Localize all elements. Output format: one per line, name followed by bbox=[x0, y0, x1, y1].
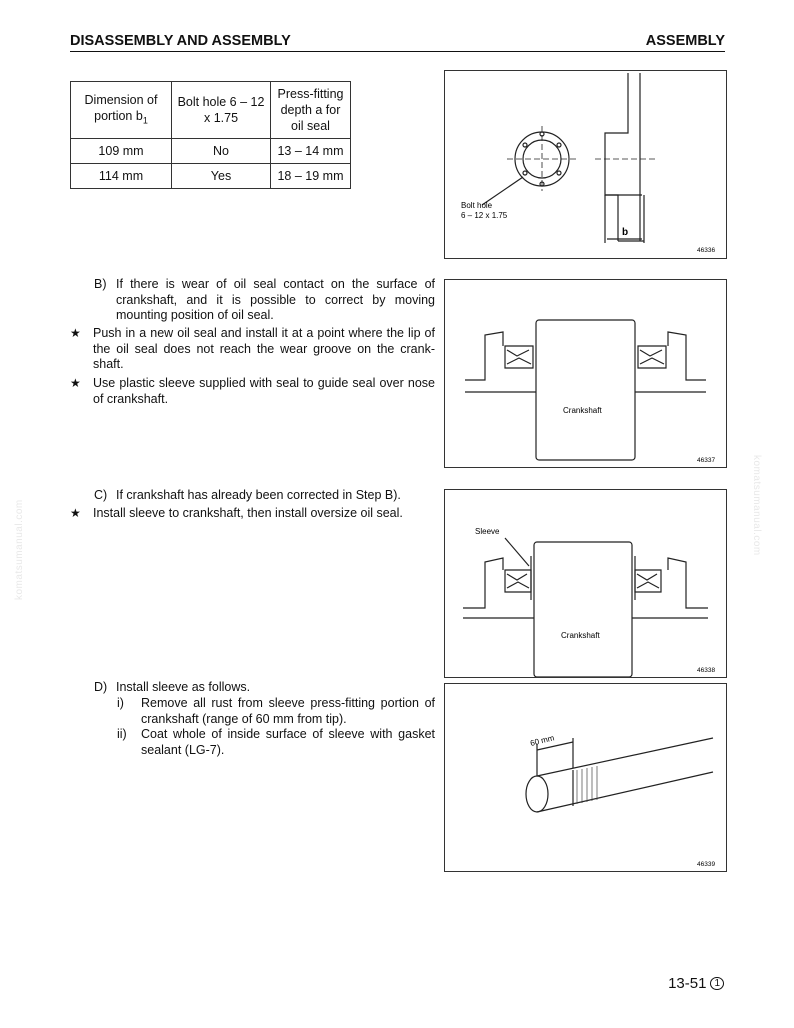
substep-text: Coat whole of inside surface of sleeve with gasket sealant (LG-7). bbox=[141, 727, 435, 757]
table-cell: Yes bbox=[172, 164, 271, 189]
substep-d-i bbox=[117, 696, 435, 727]
figure-seal-install bbox=[444, 279, 727, 468]
figure-number: 46338 bbox=[697, 667, 716, 674]
table-cell: 109 mm bbox=[71, 139, 172, 164]
table-header-cell: Dimension of portion $b_1$ bbox=[71, 82, 172, 139]
spec-table bbox=[70, 81, 351, 189]
sleeve-label: Sleeve bbox=[475, 527, 500, 536]
table-cell: No bbox=[172, 139, 271, 164]
star-icon: ★ bbox=[70, 326, 81, 340]
star-icon: ★ bbox=[70, 506, 81, 520]
step-d bbox=[94, 680, 435, 696]
figure-flange bbox=[444, 70, 727, 259]
substep-text: Remove all rust from sleeve press-fitting portion of crankshaft (range of 60 mm from tip). bbox=[141, 696, 435, 726]
step-b bbox=[94, 277, 435, 324]
step-c bbox=[94, 488, 435, 504]
dimension-60mm-label: 60 mm bbox=[529, 733, 556, 748]
watermark-left: komatsumanual.com bbox=[14, 499, 25, 600]
step-text: If there is wear of oil seal contact on the surface of crankshaft, and it is possible to correct by moving mounting position of oil seal. bbox=[116, 277, 435, 323]
revision-mark: 1 bbox=[710, 977, 724, 990]
figure-number: 46337 bbox=[697, 457, 716, 464]
shaft-diagram bbox=[445, 684, 726, 871]
figure-sleeve-install bbox=[444, 489, 727, 678]
figure-number: 46339 bbox=[697, 861, 716, 868]
section-title: DISASSEMBLY AND ASSEMBLY bbox=[70, 33, 291, 49]
note-b1 bbox=[70, 326, 435, 373]
flange-diagram bbox=[445, 71, 726, 258]
note-c1 bbox=[70, 506, 435, 522]
page-number-text: 13-51 bbox=[668, 975, 707, 992]
figure-rust-removal bbox=[444, 683, 727, 872]
bolt-hole-label: Bolt hole bbox=[461, 201, 493, 210]
step-text: If crankshaft has already been corrected in Step B). bbox=[116, 488, 401, 502]
table-row bbox=[71, 164, 351, 189]
substep-d-ii bbox=[117, 727, 435, 758]
watermark-right: komatsumanual.com bbox=[751, 455, 762, 556]
dimension-b-label: b bbox=[622, 227, 629, 238]
step-text: Install sleeve as follows. bbox=[116, 680, 251, 694]
note-text: Install sleeve to crankshaft, then install oversize oil seal. bbox=[93, 506, 403, 520]
step-marker: C) bbox=[94, 488, 108, 502]
table-row bbox=[71, 139, 351, 164]
substep-marker: i) bbox=[117, 696, 124, 710]
table-cell: 18 – 19 mm bbox=[271, 164, 351, 189]
figure-number: 46336 bbox=[697, 247, 716, 254]
crankshaft-label: Crankshaft bbox=[563, 406, 602, 415]
bolt-size-label: 6 – 12 x 1.75 bbox=[461, 211, 508, 220]
crankshaft-label: Crankshaft bbox=[561, 631, 600, 640]
table-cell: 114 mm bbox=[71, 164, 172, 189]
note-b2 bbox=[70, 376, 435, 407]
table-header-cell: Bolt hole 6 – 12 x 1.75 bbox=[172, 82, 271, 139]
page-number bbox=[668, 975, 724, 992]
step-marker: D) bbox=[94, 680, 108, 694]
note-text: Use plastic sleeve supplied with seal to guide seal over nose of crankshaft. bbox=[93, 376, 435, 406]
seal-diagram bbox=[445, 280, 726, 467]
page-header bbox=[70, 33, 725, 52]
substep-marker: ii) bbox=[117, 727, 127, 741]
star-icon: ★ bbox=[70, 376, 81, 390]
sleeve-diagram bbox=[445, 490, 726, 677]
table-header-cell: Press-fitting depth a for oil seal bbox=[271, 82, 351, 139]
subsection-title: ASSEMBLY bbox=[645, 33, 725, 49]
table-cell: 13 – 14 mm bbox=[271, 139, 351, 164]
note-text: Push in a new oil seal and install it at a point where the lip of the oil seal does not reach the wear groove on the crank-shaft. bbox=[93, 326, 435, 372]
step-marker: B) bbox=[94, 277, 107, 291]
table-header-row bbox=[71, 82, 351, 139]
